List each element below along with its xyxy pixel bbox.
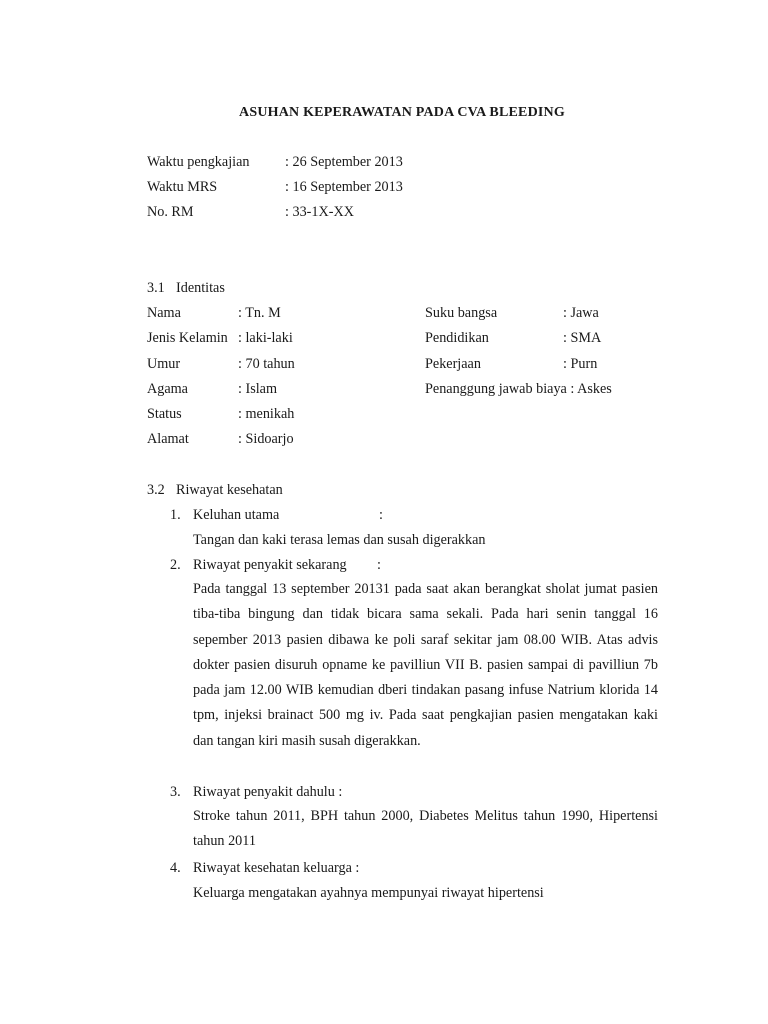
identitas-label-pendidikan: Pendidikan [425, 330, 489, 346]
riwayat-item-text-penyakit-sekarang: Pada tanggal 13 september 20131 pada saat akan berangkat sholat jumat pasien tiba-tiba bingung dan tidak bicara sama sekali. Pada hari senin tanggal 16 sepember 2013 pasien dibawa ke poli saraf sekitar jam 08.00 WIB. Atas advis dokter pasien disuruh opname ke pavilliun VII B. pasien sampai di pavilliun 7b pada jam 12.00 WIB kemudian dberi tindakan pasang infuse Natrium klorida 14 tpm, injeksi brainact 500 mg iv. Pada saat pengkajian pasien mengatakan kaki dan tangan kiri masih susah digerakkan. [193, 581, 658, 749]
identitas-label-alamat: Alamat [147, 431, 189, 447]
riwayat-item-number: 4. [170, 860, 181, 876]
riwayat-item-text-penyakit-dahulu: Stroke tahun 2011, BPH tahun 2000, Diabetes Melitus tahun 1990, Hipertensi tahun 2011 [193, 808, 658, 850]
identitas-label-pekerjaan: Pekerjaan [425, 356, 481, 372]
header-value-waktu-mrs: : 16 September 2013 [285, 179, 403, 195]
identitas-value-suku-bangsa: : Jawa [563, 305, 599, 321]
identitas-penanggung-jawab [425, 382, 612, 396]
riwayat-item-label-penyakit-sekarang: Riwayat penyakit sekarang [193, 557, 347, 573]
identitas-value-jenis-kelamin: : laki-laki [238, 330, 293, 346]
header-label-no-rm: No. RM [147, 204, 194, 220]
riwayat-item-text-kesehatan-keluarga: Keluarga mengatakan ayahnya mempunyai riwayat hipertensi [193, 885, 544, 901]
identitas-value-umur: : 70 tahun [238, 356, 295, 372]
riwayat-item-label-kesehatan-keluarga: Riwayat kesehatan keluarga : [193, 860, 360, 876]
header-value-no-rm: : 33-1X-XX [285, 204, 354, 220]
identitas-label-suku-bangsa: Suku bangsa [425, 305, 498, 321]
section-number-riwayat: 3.2 [147, 482, 165, 498]
identitas-value-pendidikan: : SMA [563, 330, 602, 346]
section-number-identitas: 3.1 [147, 280, 165, 296]
identitas-value-nama: : Tn. M [238, 305, 281, 321]
header-value-waktu-pengkajian: : 26 September 2013 [285, 154, 403, 170]
identitas-label-agama: Agama [147, 381, 188, 397]
riwayat-item-number: 1. [170, 507, 181, 523]
identitas-label-jenis-kelamin: Jenis Kelamin [147, 330, 228, 346]
identitas-label-nama: Nama [147, 305, 181, 321]
riwayat-item-number: 2. [170, 557, 181, 573]
identitas-value-status: : menikah [238, 406, 295, 422]
riwayat-item-colon: : [377, 557, 381, 573]
identitas-value-penanggung-jawab: : Askes [570, 381, 612, 397]
identitas-value-pekerjaan: : Purn [563, 356, 598, 372]
header-label-waktu-pengkajian: Waktu pengkajian [147, 154, 250, 170]
section-heading-riwayat: Riwayat kesehatan [176, 482, 283, 498]
identitas-value-agama: : Islam [238, 381, 278, 397]
section-heading-identitas: Identitas [176, 280, 225, 296]
riwayat-item-text-keluhan-utama: Tangan dan kaki terasa lemas dan susah digerakkan [193, 532, 486, 548]
riwayat-item-colon: : [379, 507, 383, 523]
riwayat-item-label-penyakit-dahulu: Riwayat penyakit dahulu : [193, 784, 343, 800]
identitas-label-penanggung-jawab: Penanggung jawab biaya [425, 381, 567, 397]
header-label-waktu-mrs: Waktu MRS [147, 179, 218, 195]
identitas-label-status: Status [147, 406, 182, 422]
identitas-value-alamat: : Sidoarjo [238, 431, 294, 447]
identitas-label-umur: Umur [147, 356, 181, 372]
riwayat-item-label-keluhan-utama: Keluhan utama [193, 507, 280, 523]
riwayat-item-number: 3. [170, 784, 181, 800]
document-title: ASUHAN KEPERAWATAN PADA CVA BLEEDING [239, 105, 565, 120]
